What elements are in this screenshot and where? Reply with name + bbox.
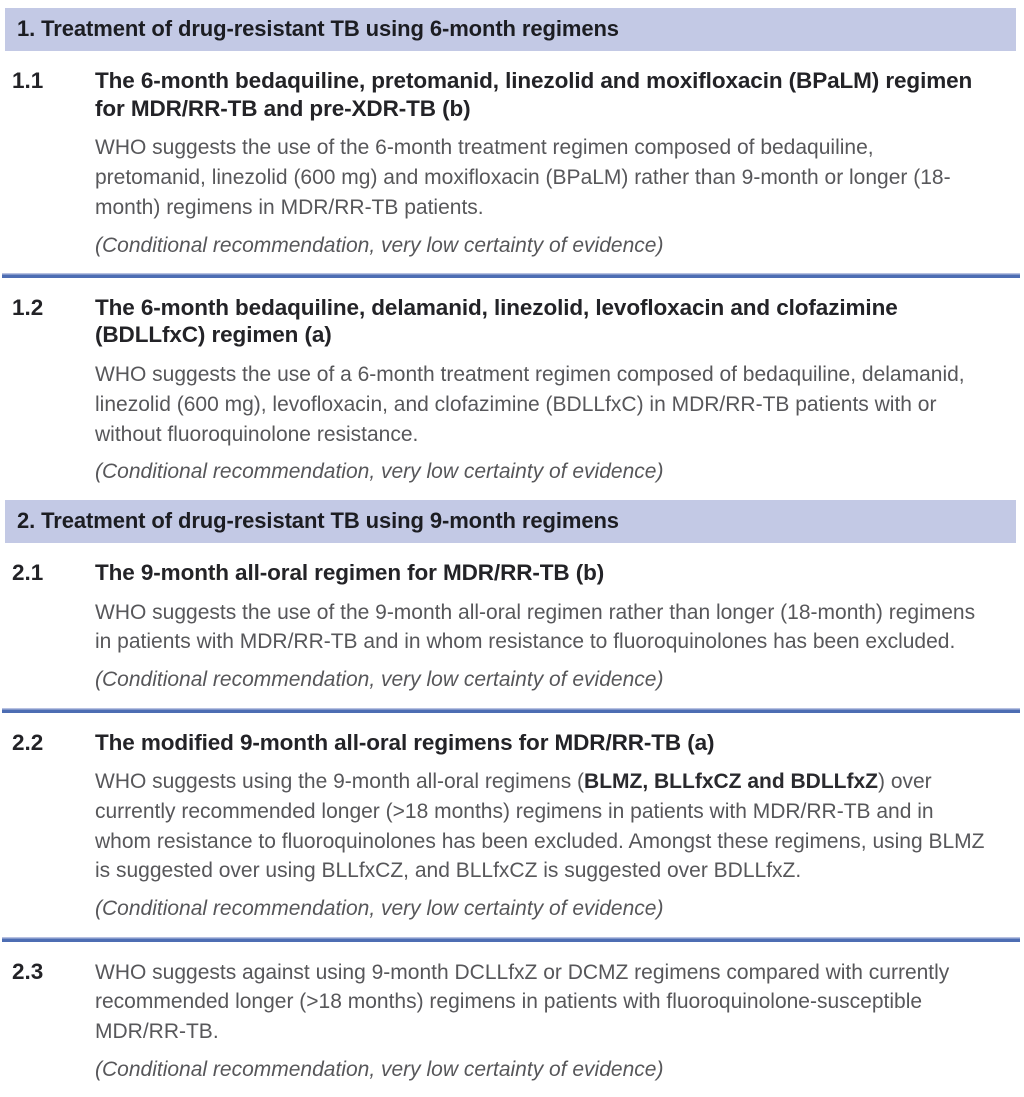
item-content <box>95 67 988 260</box>
recommendation-note: (Conditional recommendation, very low certainty of evidence) <box>95 668 664 692</box>
item-title: The modified 9-month all-oral regimens for MDR/RR-TB (a) <box>95 729 715 755</box>
regimen-names-bold: BLMZ, BLLfxCZ and BDLLfxZ <box>584 769 878 793</box>
item-number: 1.1 <box>12 68 44 94</box>
recommendation-note: (Conditional recommendation, very low certainty of evidence) <box>95 233 664 257</box>
item-body: WHO suggests the use of the 9-month all-oral regimen rather than longer (18-month) regimens in patients with MDR/RR-TB and in whom resistance to fluoroquinolones has been excluded. <box>95 600 976 654</box>
recommendation-item-2-2 <box>0 713 1024 937</box>
item-content <box>95 958 988 1085</box>
item-body: WHO suggests against using 9-month DCLLfxZ or DCMZ regimens compared with currently recommended longer (>18 months) regimens in patients with fluoroquinolone-susceptible MDR/RR-TB. <box>95 960 950 1044</box>
item-body <box>95 767 988 886</box>
recommendation-note: (Conditional recommendation, very low certainty of evidence) <box>95 897 664 921</box>
item-body: WHO suggests the use of a 6-month treatment regimen composed of bedaquiline, delamanid, linezolid (600 mg), levofloxacin, and clofazimine (BDLLfxC) in MDR/RR-TB patients with or without fluoroquinolone resistance. <box>95 362 965 446</box>
item-title: The 9-month all-oral regimen for MDR/RR-TB (b) <box>95 560 605 586</box>
item-content <box>95 294 988 487</box>
recommendation-item-1-2 <box>0 278 1024 500</box>
item-number: 2.2 <box>12 729 44 755</box>
section-header-6-month: 1. Treatment of drug-resistant TB using 6-month regimens <box>5 8 1016 51</box>
item-title: The 6-month bedaquiline, pretomanid, linezolid and moxifloxacin (BPaLM) regimen for MDR/RR-TB and pre-XDR-TB (b) <box>95 68 973 121</box>
item-content <box>95 559 988 694</box>
item-content <box>95 729 988 924</box>
recommendation-item-1-1 <box>0 51 1024 273</box>
item-body: WHO suggests the use of the 6-month treatment regimen composed of bedaquiline, pretomanid, linezolid (600 mg) and moxifloxacin (BPaLM) rather than 9-month or longer (18-month) regimens in MDR/RR-TB patients. <box>95 136 951 219</box>
recommendation-item-2-3 <box>0 942 1024 1097</box>
recommendation-item-2-1 <box>0 543 1024 707</box>
item-number: 2.3 <box>12 958 44 984</box>
recommendation-note: (Conditional recommendation, very low certainty of evidence) <box>95 1057 664 1081</box>
section-header-9-month: 2. Treatment of drug-resistant TB using 9-month regimens <box>5 500 1016 543</box>
item-number: 2.1 <box>12 560 44 586</box>
item-number: 1.2 <box>12 295 44 321</box>
body-text-prefix: WHO suggests using the 9-month all-oral regimens ( <box>95 769 585 793</box>
recommendation-note: (Conditional recommendation, very low certainty of evidence) <box>95 460 664 484</box>
item-title: The 6-month bedaquiline, delamanid, linezolid, levofloxacin and clofazimine (BDLLfxC) regimen (a) <box>95 295 898 348</box>
body-text-suffix: ) over currently recommended longer (>18 months) regimens in patients with MDR/RR-TB and in whom resistance to fluoroquinolones has been excluded. Amongst these regimens, using BLMZ is suggested over using BLLfxCZ, and BLLfxCZ is suggested over BDLLfxZ. <box>95 769 985 883</box>
